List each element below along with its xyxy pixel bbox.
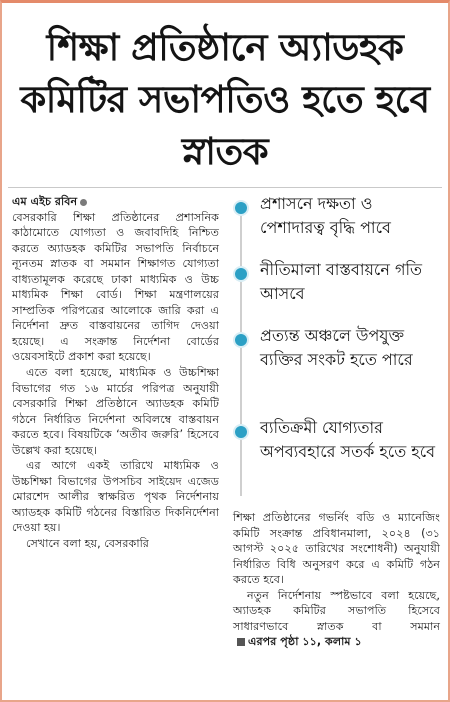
square-icon bbox=[237, 638, 245, 646]
paragraph-3: এর আগে একই তারিখে মাধ্যমিক ও উচ্চশিক্ষা বিভাগের উপসচিব সাইয়েদ এজেড মোরশেদ আলীর স্বাক্ষরিত পৃথক নির্দেশনায় অ্যাডহক কমিটি গঠনের বিস্তারিত দিকনির্দেশনা দেওয়া হয়। bbox=[12, 459, 219, 535]
left-column bbox=[12, 194, 219, 552]
byline-dot-icon bbox=[80, 199, 87, 206]
right-column bbox=[233, 510, 440, 650]
timeline-dot-icon bbox=[235, 426, 247, 438]
paragraph-1: বেসরকারি শিক্ষা প্রতিষ্ঠানের প্রশাসনিক কাঠামোতে যোগ্যতা ও জবাবদিহি নিশ্চিত করতে অ্যাডহক কমিটির সভাপতি নির্বাচনে ন্যূনতম স্নাতক বা সমমান শিক্ষাগত যোগ্যতা বাধ্যতামূলক করেছে ঢাকা মাধ্যমিক ও উচ্চ মাধ্যমিক শিক্ষা বোর্ড। শিক্ষা মন্ত্রণালয়ের সাম্প্রতিক পরিপত্রের আলোকে জারি করা এ নির্দেশনা দ্রুত বাস্তবায়নের তাগিদ দেওয়া হয়েছে। এ সংক্রান্ত নির্দেশনা বোর্ডের ওয়েবসাইটে প্রকাশ করা হয়েছে। bbox=[12, 210, 219, 364]
highlight-3: প্রত্যন্ত অঞ্চলে উপযুক্ত ব্যক্তির সংকট হতে পারে bbox=[260, 326, 413, 369]
timeline-dot-icon bbox=[235, 334, 247, 346]
highlight-2: নীতিমালা বাস্তবায়নে গতি আসবে bbox=[260, 260, 423, 303]
byline-row bbox=[12, 194, 219, 210]
paragraph-6-text: নতুন নির্দেশনায় স্পষ্টভাবে বলা হয়েছে, অ্যাডহক কমিটির সভাপতি হিসেবে সাধারণভাবে স্নাতক বা সমমান bbox=[233, 588, 440, 633]
headline: শিক্ষা প্রতিষ্ঠানে অ্যাডহক কমিটির সভাপতিও হতে হবে স্নাতক bbox=[20, 26, 430, 173]
highlight-4: ব্যতিক্রমী যোগ্যতার অপব্যবহারে সতর্ক হতে হবে bbox=[260, 418, 436, 461]
paragraph-5: শিক্ষা প্রতিষ্ঠানের গভর্নিং বডি ও ম্যানেজিং কমিটি সংক্রান্ত প্রবিধানমালা, ২০২৪ (৩১ আগস্ট ২০২৫ তারিখের সংশোধনী) অনুযায়ী নির্ধারিত বিধি অনুসরণ করে এ কমিটি গঠন করতে হবে। bbox=[233, 511, 440, 587]
timeline-dot-icon bbox=[235, 268, 247, 280]
continuation-note bbox=[233, 635, 362, 648]
byline: এম এইচ রবিন bbox=[12, 195, 78, 208]
paragraph-6 bbox=[233, 588, 440, 650]
timeline-dot-icon bbox=[235, 202, 247, 214]
divider bbox=[8, 187, 442, 188]
highlight-1: প্রশাসনে দক্ষতা ও পেশাদারত্ব বৃদ্ধি পাবে bbox=[260, 194, 391, 237]
paragraph-4: সেখানে বলা হয়, বেসরকারি bbox=[26, 537, 149, 551]
paragraph-2: এতে বলা হয়েছে, মাধ্যমিক ও উচ্চশিক্ষা বিভাগের গত ১৬ মার্চের পরিপত্র অনুযায়ী বেসরকারি শিক্ষা প্রতিষ্ঠানে অ্যাডহক কমিটি গঠনে নির্ধারিত নির্দেশনা অবিলম্বে বাস্তবায়ন করতে হবে। বিষয়টিকে ‘অতীব জরুরি’ হিসেবে উল্লেখ করা হয়েছে। bbox=[12, 366, 219, 457]
continuation-text: এরপর পৃষ্ঠা ১১, কলাম ১ bbox=[248, 635, 362, 649]
timeline-line bbox=[240, 206, 242, 496]
highlights-panel bbox=[230, 192, 442, 490]
